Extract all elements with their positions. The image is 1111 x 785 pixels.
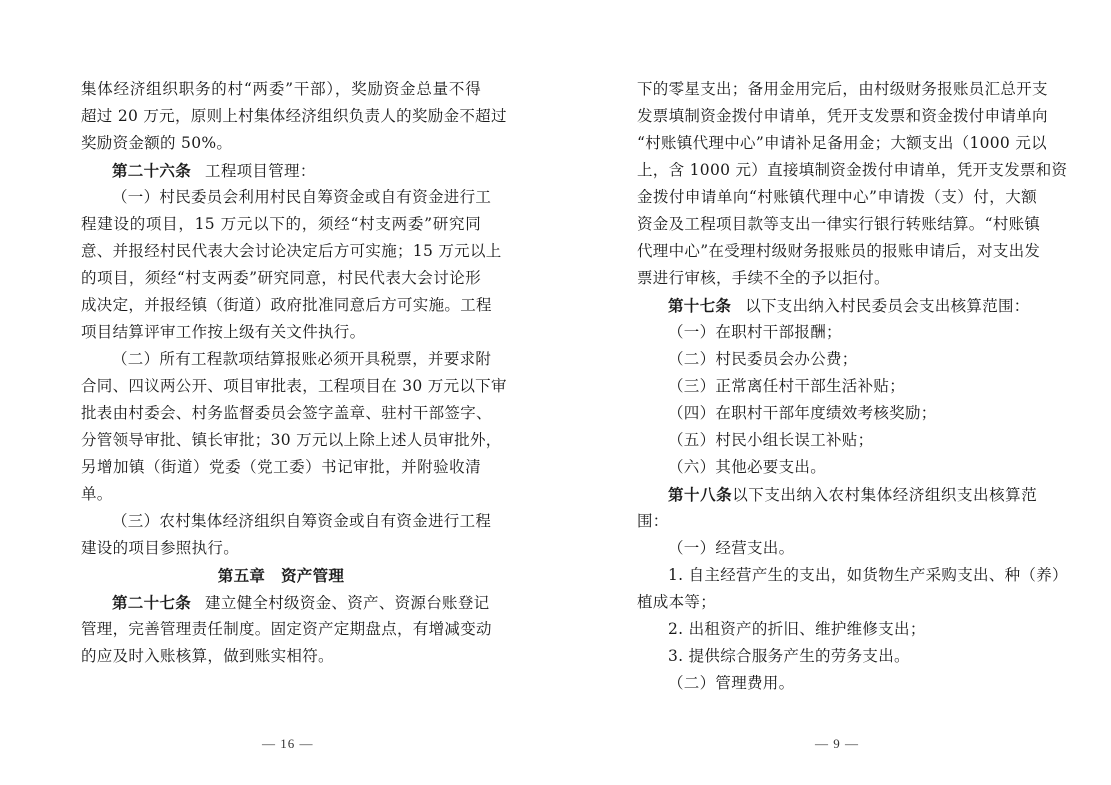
text-line: 的项目，须经“村支两委”研究同意，村民代表大会讨论形 — [81, 269, 481, 287]
page-number-left: — 16 — — [262, 736, 314, 751]
article-17-heading — [637, 292, 1037, 319]
list-item: 2. 出租资产的折旧、维护维修支出； — [668, 620, 926, 638]
text-line: 金拨付申请单向“村账镇代理中心”申请拨（支）付，大额 — [637, 188, 1037, 206]
list-item: （二）村民委员会办公费； — [668, 350, 858, 368]
text-line: 奖励资金额的 50%。 — [81, 134, 233, 152]
text-line: 程建设的项目，15 万元以下的，须经“村支两委”研究同 — [81, 215, 481, 233]
list-item: （四）在职村干部年度绩效考核奖励； — [668, 404, 937, 422]
text-line: （三）农村集体经济组织自筹资金或自有资金进行工程 — [112, 512, 492, 530]
article-text: 建立健全村级资金、资产、资源台账登记 — [205, 594, 490, 612]
list-item: （二）管理费用。 — [668, 674, 795, 692]
article-text: 以下支出纳入村民委员会支出核算范围： — [745, 297, 1030, 315]
list-item: （三）正常离任村干部生活补贴； — [668, 377, 906, 395]
text-line: 管理，完善管理责任制度。固定资产定期盘点，有增减变动 — [81, 620, 492, 638]
article-title: 第十七条 — [668, 296, 732, 315]
article-26-heading — [81, 157, 481, 184]
text-line: 植成本等； — [637, 593, 717, 611]
text-line: 单。 — [81, 485, 113, 503]
article-text: 工程项目管理： — [205, 162, 316, 180]
chapter-heading: 第五章 资产管理 — [217, 566, 345, 585]
text-line: 上，含 1000 元）直接填制资金拨付申请单，凭开支发票和资 — [637, 161, 1068, 179]
list-item: （一）经营支出。 — [668, 539, 795, 557]
article-title: 第十八条 — [668, 485, 733, 504]
text-line: 票进行审核，手续不全的予以拒付。 — [637, 269, 890, 287]
text-line: （一）村民委员会利用村民自筹资金或自有资金进行工 — [112, 188, 492, 206]
list-item: 3. 提供综合服务产生的劳务支出。 — [668, 647, 910, 665]
text-line: 分管领导审批、镇长审批；30 万元以上除上述人员审批外， — [81, 431, 502, 449]
left-page — [81, 76, 507, 670]
article-27-heading — [81, 589, 490, 616]
text-line: 建设的项目参照执行。 — [81, 539, 240, 557]
text-line: 批表由村委会、村务监督委员会签字盖章、驻村干部签字、 — [81, 404, 492, 422]
list-item: 1. 自主经营产生的支出，如货物生产采购支出、种（养） — [668, 566, 1068, 584]
list-item: （一）在职村干部报酬； — [668, 323, 842, 341]
text-line: “村账镇代理中心”申请补足备用金；大额支出（1000 元以 — [637, 134, 1047, 152]
article-18-heading — [637, 481, 1037, 508]
text-line: 代理中心”在受理村级财务报账员的报账申请后，对支出发 — [637, 242, 1041, 260]
list-item: （五）村民小组长误工补贴； — [668, 431, 874, 449]
text-line: 集体经济组织职务的村“两委”干部），奖励资金总量不得 — [81, 80, 481, 98]
text-line: 超过 20 万元，原则上村集体经济组织负责人的奖励金不超过 — [81, 107, 507, 125]
text-line: 的应及时入账核算，做到账实相符。 — [81, 647, 334, 665]
text-line: 另增加镇（街道）党委（党工委）书记审批，并附验收清 — [81, 458, 481, 476]
page-number-right: — 9 — — [815, 736, 859, 751]
article-title: 第二十六条 — [112, 161, 192, 180]
article-text: 以下支出纳入农村集体经济组织支出核算范 — [732, 486, 1037, 504]
article-title: 第二十七条 — [112, 593, 192, 612]
text-line: 围： — [637, 512, 669, 530]
text-line: （二）所有工程款项结算报账必须开具税票，并要求附 — [112, 350, 492, 368]
right-page — [637, 76, 1068, 697]
text-line: 意、并报经村民代表大会讨论决定后方可实施；15 万元以上 — [81, 242, 502, 260]
text-line: 项目结算评审工作按上级有关文件执行。 — [81, 323, 366, 341]
text-line: 发票填制资金拨付申请单，凭开支发票和资金拨付申请单向 — [637, 107, 1048, 125]
list-item: （六）其他必要支出。 — [668, 458, 827, 476]
text-line: 成决定，并报经镇（街道）政府批准同意后方可实施。工程 — [81, 296, 492, 314]
text-line: 资金及工程项目款等支出一律实行银行转账结算。“村账镇 — [637, 215, 1041, 233]
text-line: 下的零星支出；备用金用完后，由村级财务报账员汇总开支 — [637, 80, 1048, 98]
text-line: 合同、四议两公开、项目审批表，工程项目在 30 万元以下审 — [81, 377, 507, 395]
